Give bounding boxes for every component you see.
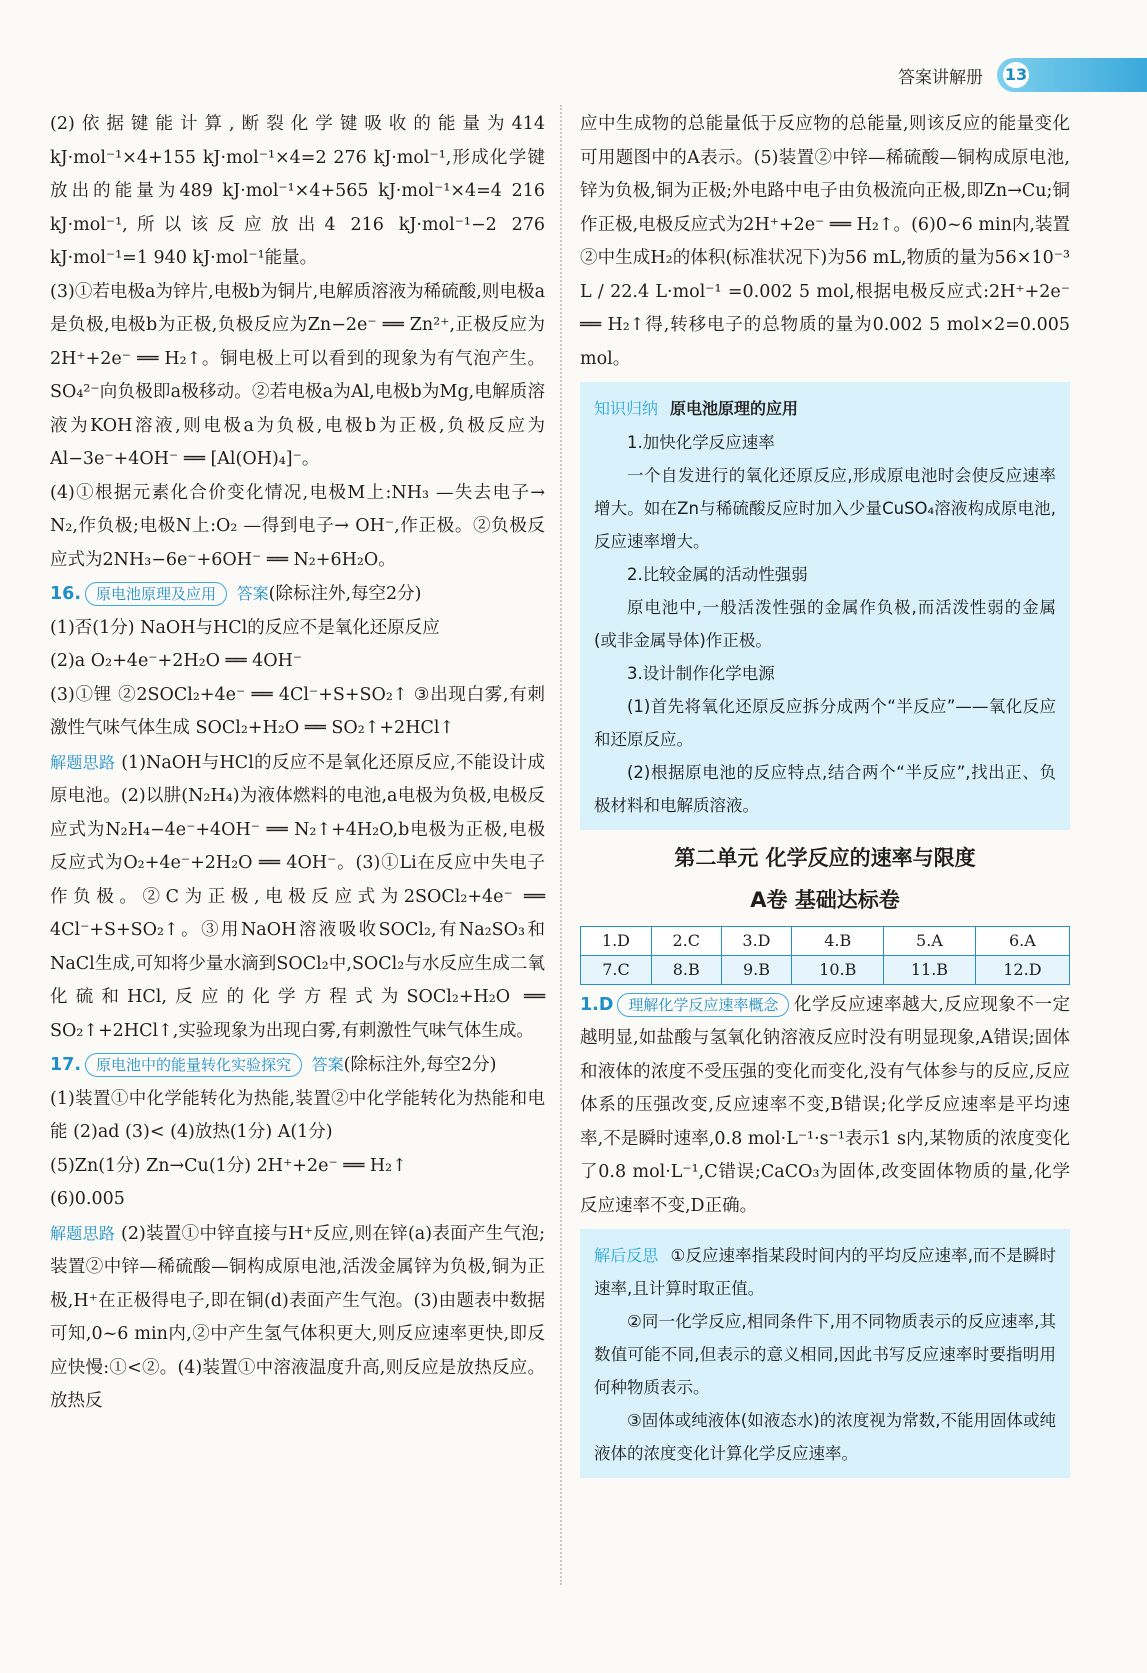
- q17-answer-3: (6)0.005: [50, 1189, 125, 1209]
- reflection-box: [580, 1229, 1070, 1478]
- box2-heading: [594, 1246, 670, 1265]
- box1-para: 2.比较金属的活动性强弱: [627, 564, 808, 584]
- table-row: [581, 955, 1070, 984]
- q17-answer-label: 答案: [311, 1055, 344, 1074]
- header-title: 答案讲解册: [898, 67, 983, 88]
- q1-explanation: [580, 989, 1070, 1224]
- box2-para: ③固体或纯液体(如液态水)的浓度视为常数,不能用固体或纯液体的浓度变化计算化学反应速率。: [594, 1411, 1056, 1463]
- box1-para: 1.加快化学反应速率: [627, 432, 775, 452]
- box2-para: ②同一化学反应,相同条件下,用不同物质表示的反应速率,其数值可能不同,但表示的意义相同,因此书写反应速率时要指明用何种物质表示。: [594, 1312, 1056, 1397]
- q16-answer-label: 答案: [236, 584, 269, 603]
- q17-number: 17.: [50, 1055, 82, 1075]
- q16-topic-tag: 原电池原理及应用: [85, 582, 227, 606]
- box2-para: [594, 1239, 1056, 1305]
- left-column: [50, 108, 545, 1419]
- box1-para: (2)根据原电池的反应特点,结合两个“半反应”,找出正、负极材料和电解质溶液。: [594, 762, 1056, 815]
- table-row: [581, 926, 1070, 955]
- knowledge-summary-box: [580, 382, 1070, 830]
- q16-answer-note: (除标注外,每空2分): [268, 584, 422, 604]
- answer-cell: 2.C: [651, 926, 721, 955]
- column-divider: [560, 105, 562, 1585]
- page-number: 13: [1003, 62, 1029, 88]
- answer-cell: 7.C: [581, 955, 652, 984]
- q17-think-label: 解题思路: [50, 1223, 116, 1243]
- box1-para: 3.设计制作化学电源: [627, 663, 775, 683]
- q15-part2: (2)依据键能计算,断裂化学键吸收的能量为414 kJ·mol⁻¹×4+155 kJ·mol⁻¹×4=2 276 kJ·mol⁻¹,形成化学键放出的能量为489 kJ·mol⁻¹×4+565 kJ·mol⁻¹×4=4 216 kJ·mol⁻¹,所以该反应放出4 216 kJ·mol⁻¹−2 276 kJ·mol⁻¹=1 940 kJ·mol⁻¹能量。: [50, 114, 545, 268]
- unit-title: 第二单元 化学反应的速率与限度: [674, 845, 976, 870]
- q1-number: 1.D: [580, 994, 614, 1015]
- box1-label: 知识归纳: [594, 399, 659, 418]
- box2-text: ①反应速率指某段时间内的平均反应速率,而不是瞬时速率,且计算时取正值。: [594, 1246, 1056, 1298]
- box1-title: 原电池原理的应用: [670, 399, 799, 418]
- answer-cell: 5.A: [884, 926, 976, 955]
- answer-cell: 12.D: [975, 955, 1069, 984]
- answer-table: [580, 926, 1070, 985]
- q17-topic-tag: 原电池中的能量转化实验探究: [85, 1053, 302, 1077]
- q17-answer-2: (5)Zn(1分) Zn→Cu(1分) 2H⁺+2e⁻ ══ H₂↑: [50, 1155, 407, 1176]
- q17-answer-note: (除标注外,每空2分): [343, 1055, 497, 1075]
- q15-part4: (4)①根据元素化合价变化情况,电极M上:NH₃ —失去电子→ N₂,作负极;电极N上:O₂ —得到电子→ OH⁻,作正极。②负极反应式为2NH₃−6e⁻+6OH⁻ ══ N₂+6H₂O。: [50, 482, 545, 570]
- right-column: [580, 108, 1070, 1488]
- answer-cell: 6.A: [975, 926, 1069, 955]
- q1-text: 化学反应速率越大,反应现象不一定越明显,如盐酸与氢氧化钠溶液反应时没有明显现象,A错误;固体和液体的浓度不受压强的变化而变化,没有气体参与的反应,反应体系的压强改变,反应速率不变,B错误;化学反应速率是平均速率,不是瞬时速率,0.8 mol·L⁻¹·s⁻¹表示1 s内,某物质的浓度变化了0.8 mol·L⁻¹,C错误;CaCO₃为固体,改变固体物质的量,化学反应速率不变,D正确。: [580, 994, 1070, 1216]
- q1-topic-tag: 理解化学反应速率概念: [617, 993, 789, 1017]
- q16-answer-1: (1)否(1分) NaOH与HCl的反应不是氧化还原反应: [50, 617, 440, 638]
- q16-think-label: 解题思路: [50, 752, 116, 772]
- page-number-tab: [997, 58, 1147, 92]
- q17-heading: [50, 1048, 545, 1083]
- q16-answer-3: (3)①锂 ②2SOCl₂+4e⁻ ══ 4Cl⁻+S+SO₂↑ ③出现白雾,有刺激性气味气体生成 SOCl₂+H₂O ══ SO₂↑+2HCl↑: [50, 684, 545, 738]
- q17-answer-1: (1)装置①中化学能转化为热能,装置②中化学能转化为热能和电能 (2)ad (3)< (4)放热(1分) A(1分): [50, 1088, 545, 1142]
- volume-title: A卷 基础达标卷: [750, 887, 900, 912]
- answer-cell: 8.B: [651, 955, 721, 984]
- q16-heading: [50, 577, 545, 612]
- box2-label: 解后反思: [594, 1246, 659, 1265]
- q16-number: 16.: [50, 584, 82, 604]
- box1-para: (1)首先将氧化还原反应拆分成两个“半反应”——氧化反应和还原反应。: [594, 696, 1056, 749]
- q15-part3: (3)①若电极a为锌片,电极b为铜片,电解质溶液为稀硫酸,则电极a是负极,电极b为正极,负极反应为Zn−2e⁻ ══ Zn²⁺,正极反应为2H⁺+2e⁻ ══ H₂↑。铜电极上可以看到的现象为有气泡产生。SO₄²⁻向负极即a极移动。②若电极a为Al,电极b为Mg,电解质溶液为KOH溶液,则电极a为负极,电极b为正极,负极反应为Al−3e⁻+4OH⁻ ══ [Al(OH)₄]⁻。: [50, 281, 545, 469]
- answer-cell: 3.D: [721, 926, 792, 955]
- q17-explanation-cont: 应中生成物的总能量低于反应物的总能量,则该反应的能量变化可用题图中的A表示。(5)装置②中锌—稀硫酸—铜构成原电池,锌为负极,铜为正极;外电路中电子由负极流向正极,即Zn→Cu;铜作正极,电极反应式为2H⁺+2e⁻ ══ H₂↑。(6)0~6 min内,装置②中生成H₂的体积(标准状况下)为56 mL,物质的量为56×10⁻³ L / 22.4 L·mol⁻¹ =0.002 5 mol,根据电极反应式:2H⁺+2e⁻ ══ H₂↑得,转移电子的总物质的量为0.002 5 mol×2=0.005 mol。: [580, 114, 1070, 369]
- box1-heading: [594, 392, 1056, 426]
- box1-para: 一个自发进行的氧化还原反应,形成原电池时会使反应速率增大。如在Zn与稀硫酸反应时加入少量CuSO₄溶液构成原电池,反应速率增大。: [594, 465, 1056, 551]
- box1-para: 原电池中,一般活泼性强的金属作负极,而活泼性弱的金属(或非金属导体)作正极。: [594, 597, 1056, 650]
- q16-explanation: [50, 746, 545, 1049]
- page-header: [898, 58, 1147, 92]
- answer-cell: 9.B: [721, 955, 792, 984]
- q16-answer-2: (2)a O₂+4e⁻+2H₂O ══ 4OH⁻: [50, 651, 303, 671]
- answer-cell: 11.B: [884, 955, 976, 984]
- answer-cell: 1.D: [581, 926, 652, 955]
- answer-cell: 10.B: [792, 955, 884, 984]
- q17-explanation: [50, 1217, 545, 1419]
- answer-cell: 4.B: [792, 926, 884, 955]
- q17-think-text: (2)装置①中锌直接与H⁺反应,则在锌(a)表面产生气泡;装置②中锌—稀硫酸—铜构成原电池,活泼金属锌为负极,铜为正极,H⁺在正极得电子,即在铜(d)表面产生气泡。(3)由题表中数据可知,0~6 min内,②中产生氢气体积更大,则反应速率更快,即反应快慢:①<②。(4)装置①中溶液温度升高,则反应是放热反应。放热反: [50, 1223, 545, 1411]
- q16-think-text: (1)NaOH与HCl的反应不是氧化还原反应,不能设计成原电池。(2)以肼(N₂H₄)为液体燃料的电池,a电极为负极,电极反应式为N₂H₄−4e⁻+4OH⁻ ══ N₂↑+4H₂O,b电极为正极,电极反应式为O₂+4e⁻+2H₂O ══ 4OH⁻。(3)①Li在反应中失电子作负极。②C为正极,电极反应式为2SOCl₂+4e⁻ ══ 4Cl⁻+S+SO₂↑。③用NaOH溶液吸收SOCl₂,有Na₂SO₃和NaCl生成,可知将少量水滴到SOCl₂中,SOCl₂与水反应生成二氧化硫和HCl,反应的化学方程式为SOCl₂+H₂O ══ SO₂↑+2HCl↑,实验现象为出现白雾,有刺激性气味气体生成。: [50, 752, 545, 1041]
